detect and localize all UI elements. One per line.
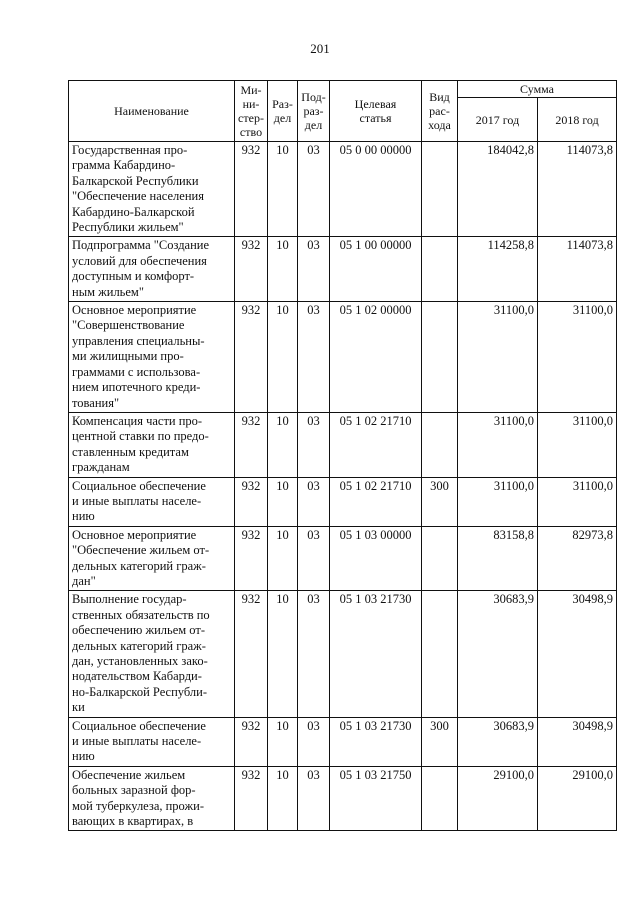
table-row: [69, 766, 617, 831]
row-sum-2017-cell: 184042,8: [458, 142, 538, 237]
row-target-cell: 05 1 03 21730: [330, 591, 422, 717]
row-sum-2017-cell: 31100,0: [458, 302, 538, 413]
row-ministry-cell: 932: [235, 766, 268, 831]
row-sum-2018-cell: 114073,8: [538, 237, 617, 302]
row-expense-type-cell: 300: [422, 717, 458, 766]
row-target-cell: 05 1 00 00000: [330, 237, 422, 302]
row-section-cell: 10: [268, 526, 298, 591]
row-sum-2018-cell: 82973,8: [538, 526, 617, 591]
row-sum-2018-cell: 31100,0: [538, 412, 617, 477]
row-subsection-cell: 03: [298, 477, 330, 526]
header-section: [268, 81, 298, 142]
header-expense-type-label: Вид рас- хода: [428, 90, 451, 132]
row-sum-2017-cell: 114258,8: [458, 237, 538, 302]
header-year-2018: 2018 год: [538, 98, 617, 142]
header-name: Наименование: [69, 81, 235, 142]
row-sum-2017-cell: 30683,9: [458, 717, 538, 766]
row-name-cell: Компенсация части про- центной ставки по предо- ставленным кредитам гражданам: [69, 412, 235, 477]
header-section-label: Раз- дел: [272, 97, 293, 125]
budget-table: [68, 80, 617, 831]
row-section-cell: 10: [268, 237, 298, 302]
header-target: [330, 81, 422, 142]
table-row: [69, 412, 617, 477]
header-ministry-label: Ми- ни- стер- ство: [238, 83, 264, 139]
row-expense-type-cell: [422, 766, 458, 831]
row-target-cell: 05 1 03 21730: [330, 717, 422, 766]
row-ministry-cell: 932: [235, 717, 268, 766]
row-expense-type-cell: [422, 591, 458, 717]
row-ministry-cell: 932: [235, 142, 268, 237]
row-name-cell: Социальное обеспечение и иные выплаты населе- нию: [69, 477, 235, 526]
header-subsection-label: Под- раз- дел: [301, 90, 326, 132]
row-expense-type-cell: [422, 412, 458, 477]
row-section-cell: 10: [268, 766, 298, 831]
row-name-cell: Подпрограмма "Создание условий для обеспечения доступным и комфорт- ным жильем": [69, 237, 235, 302]
row-subsection-cell: 03: [298, 717, 330, 766]
row-target-cell: 05 1 02 21710: [330, 477, 422, 526]
row-sum-2017-cell: 31100,0: [458, 477, 538, 526]
row-subsection-cell: 03: [298, 412, 330, 477]
row-name-cell: Государственная про- грамма Кабардино- Балкарской Республики "Обеспечение населения Кабардино-Балкарской Республики жильем": [69, 142, 235, 237]
header-sum: Сумма: [458, 81, 617, 98]
row-name-cell: Выполнение государ- ственных обязательств по обеспечению жильем от- дельных категорий граж- дан, установленных зако- нодательством Кабарди- но-Балкарской Республи- ки: [69, 591, 235, 717]
row-sum-2018-cell: 31100,0: [538, 302, 617, 413]
row-sum-2018-cell: 29100,0: [538, 766, 617, 831]
row-sum-2017-cell: 31100,0: [458, 412, 538, 477]
row-name-cell: Социальное обеспечение и иные выплаты населе- нию: [69, 717, 235, 766]
row-ministry-cell: 932: [235, 477, 268, 526]
row-sum-2018-cell: 114073,8: [538, 142, 617, 237]
row-expense-type-cell: [422, 237, 458, 302]
header-row: [69, 81, 617, 98]
row-section-cell: 10: [268, 142, 298, 237]
row-sum-2018-cell: 30498,9: [538, 717, 617, 766]
row-expense-type-cell: 300: [422, 477, 458, 526]
header-ministry: [235, 81, 268, 142]
row-target-cell: 05 1 03 21750: [330, 766, 422, 831]
row-subsection-cell: 03: [298, 142, 330, 237]
row-name-cell: Основное мероприятие "Совершенствование управления специальны- ми жилищными про- граммами с использова- нием ипотечного креди- тования": [69, 302, 235, 413]
row-section-cell: 10: [268, 302, 298, 413]
row-sum-2017-cell: 83158,8: [458, 526, 538, 591]
row-target-cell: 05 0 00 00000: [330, 142, 422, 237]
row-expense-type-cell: [422, 526, 458, 591]
row-expense-type-cell: [422, 302, 458, 413]
row-ministry-cell: 932: [235, 412, 268, 477]
row-name-cell: Обеспечение жильем больных заразной фор- мой туберкулеза, прожи- вающих в квартирах, в: [69, 766, 235, 831]
row-subsection-cell: 03: [298, 237, 330, 302]
table-row: [69, 591, 617, 717]
table-row: [69, 302, 617, 413]
row-section-cell: 10: [268, 477, 298, 526]
table-row: [69, 526, 617, 591]
row-ministry-cell: 932: [235, 237, 268, 302]
row-section-cell: 10: [268, 591, 298, 717]
row-ministry-cell: 932: [235, 302, 268, 413]
row-name-cell: Основное мероприятие "Обеспечение жильем от- дельных категорий граж- дан": [69, 526, 235, 591]
table-row: [69, 142, 617, 237]
row-subsection-cell: 03: [298, 591, 330, 717]
table-row: [69, 477, 617, 526]
header-expense-type: [422, 81, 458, 142]
row-sum-2018-cell: 30498,9: [538, 591, 617, 717]
row-sum-2017-cell: 30683,9: [458, 591, 538, 717]
table-body: [69, 142, 617, 831]
row-sum-2017-cell: 29100,0: [458, 766, 538, 831]
row-subsection-cell: 03: [298, 526, 330, 591]
row-subsection-cell: 03: [298, 766, 330, 831]
row-target-cell: 05 1 02 00000: [330, 302, 422, 413]
row-sum-2018-cell: 31100,0: [538, 477, 617, 526]
page-number: 201: [310, 41, 330, 56]
header-target-label: Целевая статья: [354, 97, 397, 125]
row-ministry-cell: 932: [235, 526, 268, 591]
header-subsection: [298, 81, 330, 142]
table-row: [69, 237, 617, 302]
row-section-cell: 10: [268, 717, 298, 766]
row-target-cell: 05 1 03 00000: [330, 526, 422, 591]
header-year-2017: 2017 год: [458, 98, 538, 142]
row-target-cell: 05 1 02 21710: [330, 412, 422, 477]
row-subsection-cell: 03: [298, 302, 330, 413]
table-row: [69, 717, 617, 766]
row-ministry-cell: 932: [235, 591, 268, 717]
row-section-cell: 10: [268, 412, 298, 477]
row-expense-type-cell: [422, 142, 458, 237]
